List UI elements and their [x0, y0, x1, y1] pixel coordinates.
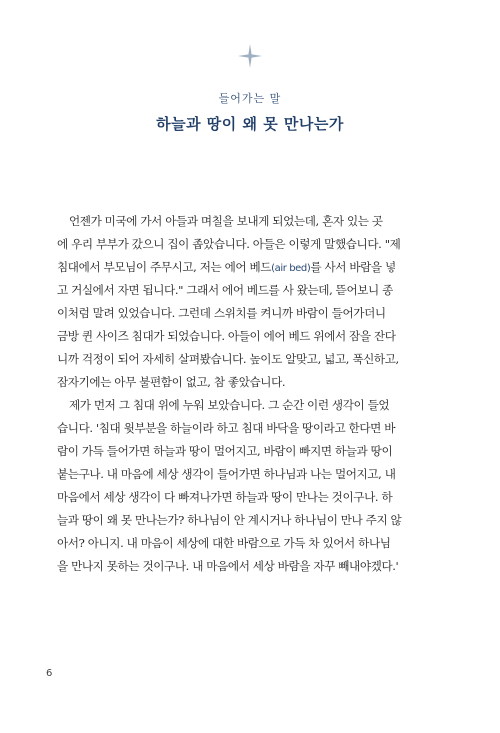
text-line: 이처럼 말려 있었습니다. 그런데 스위치를 켜니까 바람이 들어가더니: [57, 306, 386, 320]
body-text: [57, 210, 457, 578]
paragraph: [57, 394, 457, 578]
text-line: 잠자기에는 아무 불편함이 없고, 참 좋았습니다.: [57, 375, 286, 389]
paragraph: [57, 210, 457, 394]
text-line: 제가 먼저 그 침대 위에 누워 보았습니다. 그 순간 이런 생각이 들었: [69, 398, 390, 412]
page-number: 6: [46, 668, 53, 679]
text-line: 습니다. '침대 윗부분을 하늘이라 하고 침대 바닥을 땅이라고 한다면 바: [57, 421, 396, 435]
english-gloss: (air bed): [271, 263, 311, 274]
four-point-star-icon: [238, 44, 262, 68]
text-segment: 침대에서 부모님이 주무시고, 저는 에어 베드: [57, 260, 272, 274]
section-label: 들어가는 말: [218, 92, 282, 105]
chapter-title: 하늘과 땅이 왜 못 만나는가: [156, 115, 344, 133]
text-line: [57, 256, 457, 279]
text-line: 니까 걱정이 되어 자세히 살펴봤습니다. 높이도 알맞고, 넓고, 푹신하고,: [57, 352, 399, 366]
text-line: 고 거실에서 자면 됩니다." 그래서 에어 베드를 사 왔는데, 뜯어보니 종: [57, 283, 393, 297]
text-line: 을 만나지 못하는 것이구나. 내 마음에서 세상 바람을 자꾸 빼내야겠다.': [57, 559, 399, 573]
text-line: 붙는구나. 내 마음에 세상 생각이 들어가면 하나님과 나는 멀어지고, 내: [57, 467, 396, 481]
text-line: 마음에서 세상 생각이 다 빠져나가면 하늘과 땅이 만나는 것이구나. 하: [57, 490, 393, 504]
text-line: 늘과 땅이 왜 못 만나는가? 하나님이 안 계시거나 하나님이 만나 주지 않: [57, 513, 402, 527]
text-line: 언젠가 미국에 가서 아들과 며칠을 보내게 되었는데, 혼자 있는 곳: [69, 214, 383, 228]
text-line: 금방 퀸 사이즈 침대가 되었습니다. 아들이 에어 베드 위에서 잠을 잔다: [57, 329, 396, 343]
text-line: 람이 가득 들어가면 하늘과 땅이 멀어지고, 바람이 빠지면 하늘과 땅이: [57, 444, 393, 458]
text-line: 에 우리 부부가 갔으니 집이 좁았습니다. 아들은 이렇게 말했습니다. "제: [57, 237, 401, 251]
text-segment: 를 사서 바람을 넣: [310, 260, 396, 274]
text-line: 아서? 아니지. 내 마음이 세상에 대한 바람으로 가득 차 있어서 하나님: [57, 536, 391, 550]
